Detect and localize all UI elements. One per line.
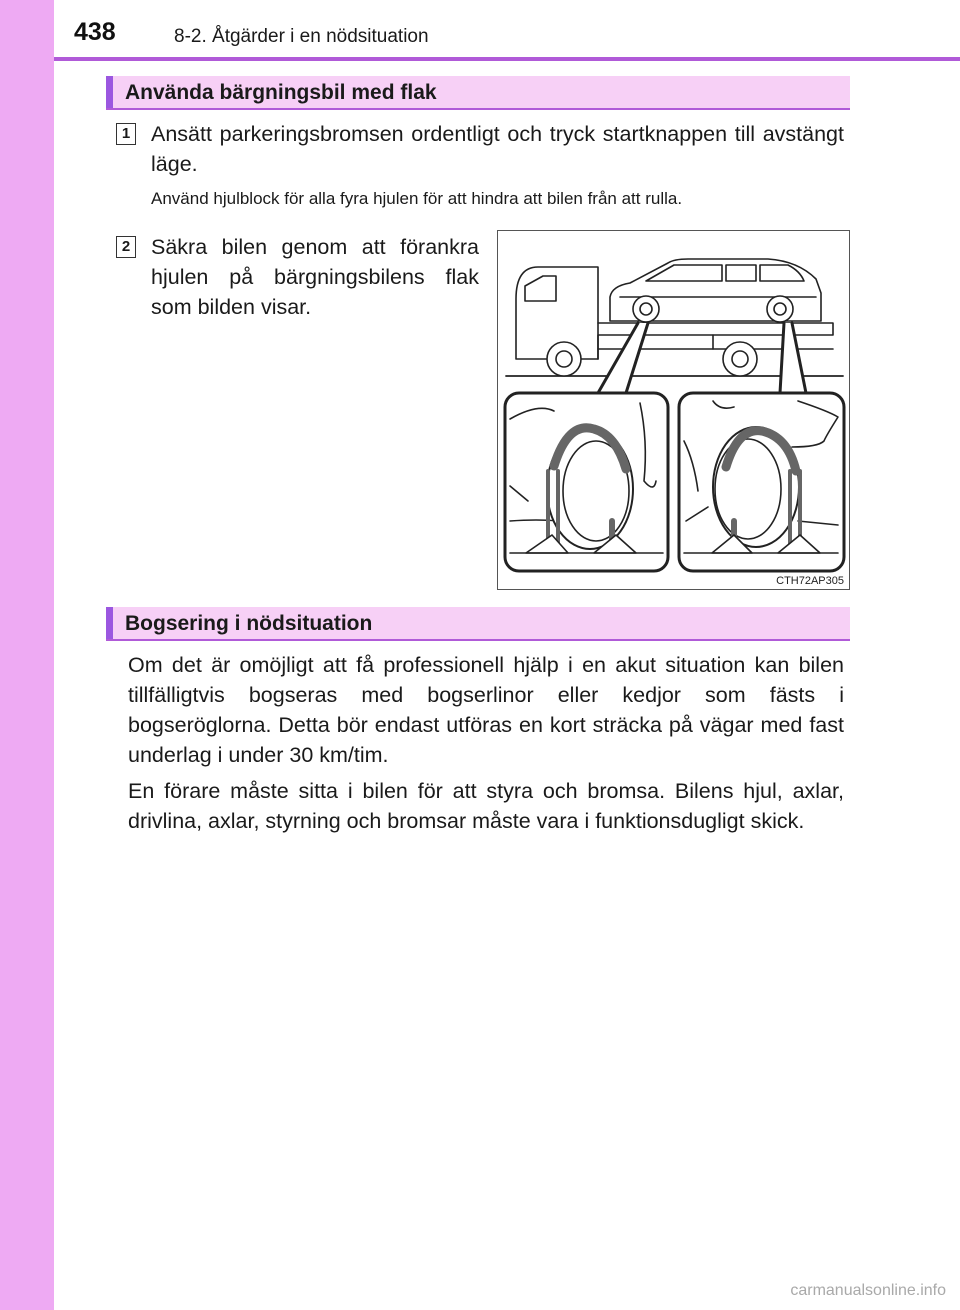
running-head: 8-2. Åtgärder i en nödsituation xyxy=(174,26,429,47)
step-2-text: Säkra bilen genom att förankra hjulen på bärgningsbilens flak som bilden visar. xyxy=(151,235,479,319)
section-heading-flatbed xyxy=(106,76,850,110)
figure-code: CTH72AP305 xyxy=(776,575,844,587)
page-number: 438 xyxy=(74,18,116,46)
side-strip xyxy=(0,0,54,1310)
step-1-text: Ansätt parkeringsbromsen ordentligt och tryck startknappen till avstängt läge. xyxy=(151,122,844,176)
section-title: Bogsering i nödsituation xyxy=(125,612,373,635)
section-title: Använda bärgningsbil med flak xyxy=(125,81,437,104)
towing-paragraph-2: En förare måste sitta i bilen för att styra och bromsa. Bilens hjul, axlar, drivlina, axlar, styrning och bromsar måste vara i funktionsdugligt skick. xyxy=(128,779,844,833)
watermark: carmanualsonline.info xyxy=(790,1282,946,1299)
header-rule xyxy=(54,57,960,61)
section-heading-towing xyxy=(106,607,850,641)
step-number-badge: 2 xyxy=(116,236,136,258)
towing-paragraph-1: Om det är omöjligt att få professionell hjälp i en akut situation kan bilen tillfälligtvis bogseras med bogserlinor eller kedjor som fästs i bogseröglorna. Detta bör endast utföras en kort sträcka på vägar med fast underlag i under 30 km/tim. xyxy=(128,653,844,767)
flatbed-illustration xyxy=(497,230,850,590)
car-icon xyxy=(610,259,821,322)
step-1-note: Använd hjulblock för alla fyra hjulen för att hindra att bilen från att rulla. xyxy=(151,189,683,208)
step-number-badge: 1 xyxy=(116,123,136,145)
